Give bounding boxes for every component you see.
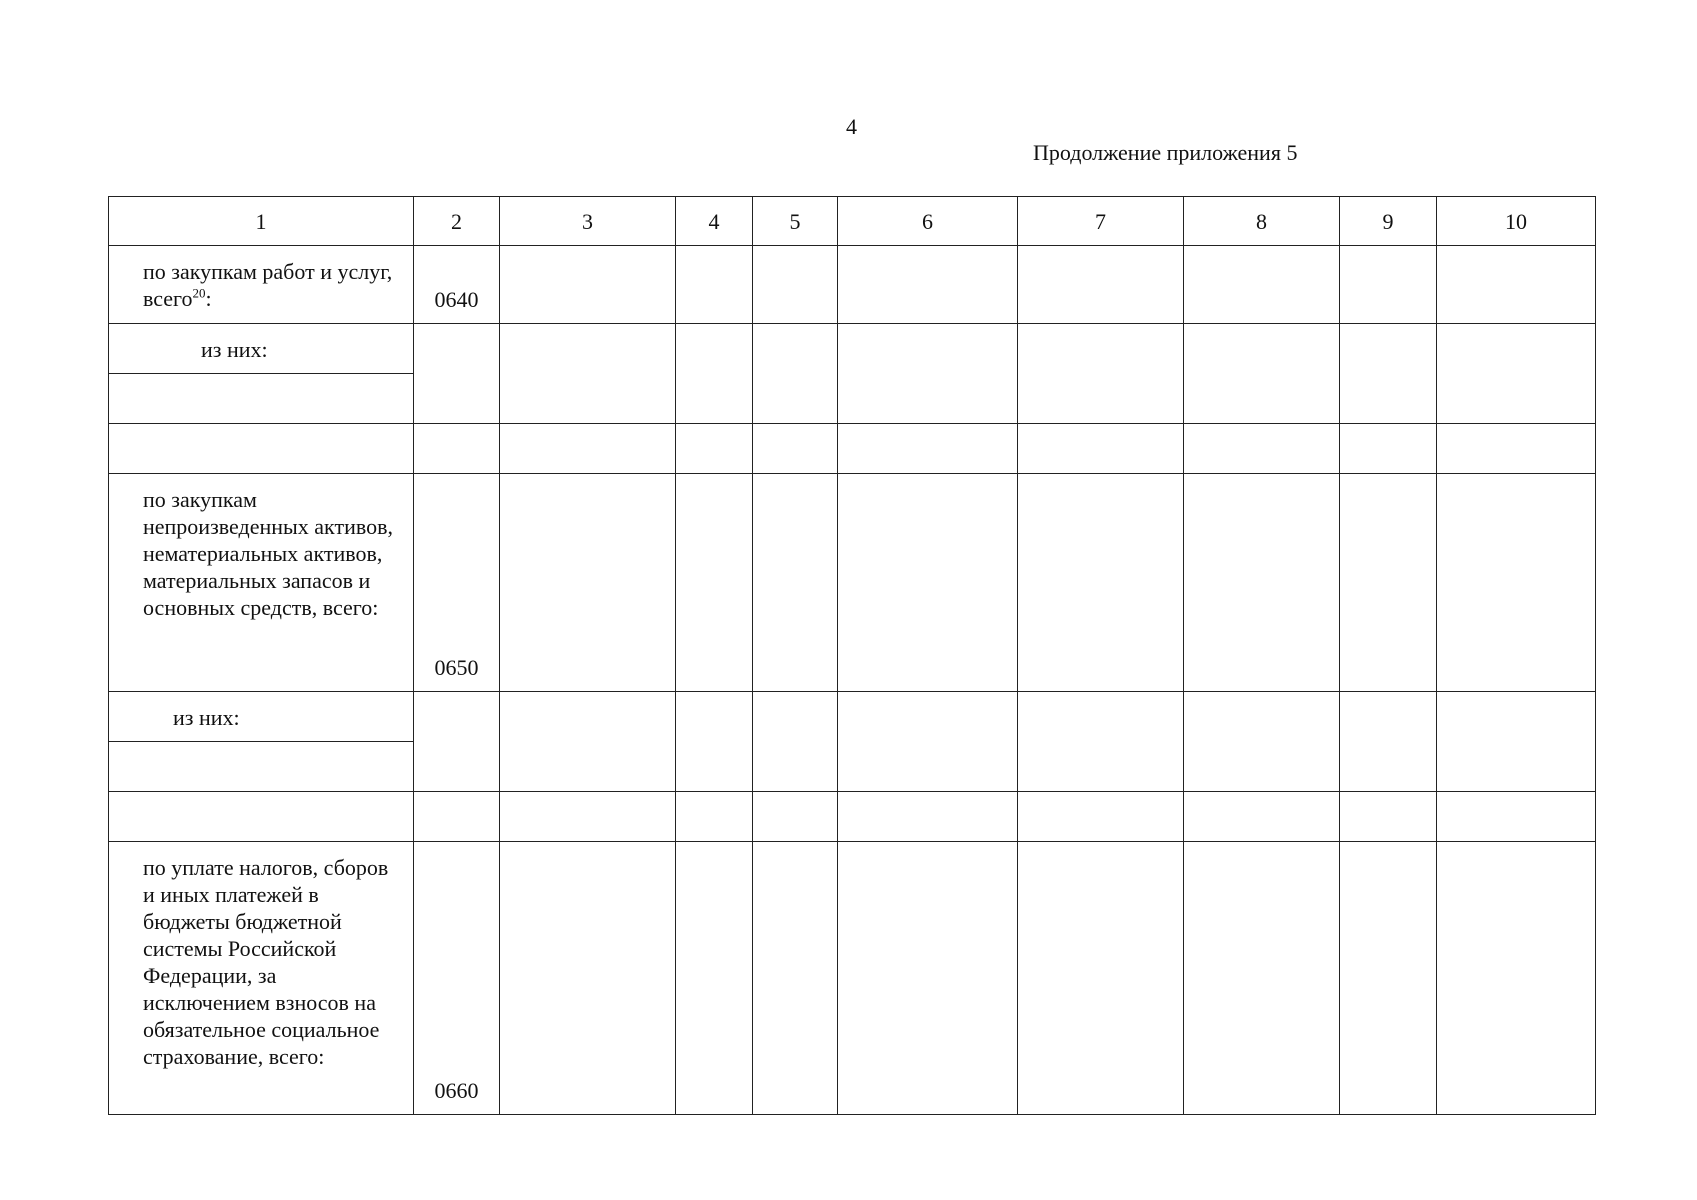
value-cell[interactable] [676,424,753,474]
value-cell[interactable] [753,842,838,1115]
value-cell[interactable] [1340,246,1437,324]
value-cell[interactable] [676,842,753,1115]
row-code: 0640 [414,246,500,324]
value-cell[interactable] [1437,246,1596,324]
value-cell[interactable] [1184,842,1340,1115]
value-cell[interactable] [753,246,838,324]
page-number: 4 [846,114,857,139]
value-cell[interactable] [1340,424,1437,474]
value-cell[interactable] [414,324,500,424]
value-cell[interactable] [500,842,676,1115]
subitem-blank[interactable] [109,742,414,792]
column-header: 10 [1437,197,1596,246]
value-cell[interactable] [1184,692,1340,792]
appendix-title: Продолжение приложения 5 [1033,140,1298,165]
value-cell[interactable] [838,324,1018,424]
column-header: 1 [109,197,414,246]
value-cell[interactable] [109,424,414,474]
column-header: 2 [414,197,500,246]
value-cell[interactable] [414,424,500,474]
value-cell[interactable] [1437,324,1596,424]
value-cell[interactable] [1340,324,1437,424]
value-cell[interactable] [1184,246,1340,324]
subitem-label: из них: [109,692,414,742]
table-row [109,324,1596,374]
value-cell[interactable] [676,474,753,692]
subitem-blank[interactable] [109,374,414,424]
subitem-label: из них: [109,324,414,374]
value-cell[interactable] [500,324,676,424]
value-cell[interactable] [1437,474,1596,692]
value-cell[interactable] [838,246,1018,324]
value-cell[interactable] [838,692,1018,792]
value-cell[interactable] [838,792,1018,842]
value-cell[interactable] [1437,424,1596,474]
value-cell[interactable] [676,324,753,424]
value-cell[interactable] [753,324,838,424]
table-row [109,246,1596,324]
row-label: по закупкам непроизведенных активов, нематериальных активов, материальных запасов и основных средств, всего: [109,474,414,692]
table-row [109,474,1596,692]
value-cell[interactable] [676,792,753,842]
value-cell[interactable] [500,792,676,842]
value-cell[interactable] [1437,792,1596,842]
column-header: 9 [1340,197,1437,246]
column-header: 5 [753,197,838,246]
value-cell[interactable] [676,692,753,792]
row-label [109,246,414,324]
value-cell[interactable] [838,842,1018,1115]
value-cell[interactable] [500,424,676,474]
value-cell[interactable] [500,692,676,792]
value-cell[interactable] [1437,692,1596,792]
value-cell[interactable] [1018,692,1184,792]
row-label-suffix: : [205,286,212,311]
value-cell[interactable] [1340,842,1437,1115]
value-cell[interactable] [500,246,676,324]
row-label: по уплате налогов, сборов и иных платежей в бюджеты бюджетной системы Российской Федерации, за исключением взносов на обязательное социальное страхование, всего: [109,842,414,1115]
value-cell[interactable] [414,692,500,792]
column-header: 8 [1184,197,1340,246]
row-label-text: по закупкам работ и услуг, всего [143,259,393,311]
report-table [108,196,1596,1115]
value-cell[interactable] [1184,474,1340,692]
value-cell[interactable] [1437,842,1596,1115]
column-number-row [109,197,1596,246]
value-cell[interactable] [753,474,838,692]
column-header: 4 [676,197,753,246]
value-cell[interactable] [753,424,838,474]
value-cell[interactable] [1018,474,1184,692]
value-cell[interactable] [1340,474,1437,692]
value-cell[interactable] [1184,424,1340,474]
table-row [109,792,1596,842]
value-cell[interactable] [838,474,1018,692]
value-cell[interactable] [1184,324,1340,424]
value-cell[interactable] [1340,692,1437,792]
value-cell[interactable] [414,792,500,842]
value-cell[interactable] [676,246,753,324]
table-row [109,692,1596,742]
value-cell[interactable] [753,692,838,792]
value-cell[interactable] [1018,792,1184,842]
value-cell[interactable] [1018,246,1184,324]
value-cell[interactable] [1184,792,1340,842]
footnote-marker: 20 [192,285,206,301]
value-cell[interactable] [109,792,414,842]
row-code: 0660 [414,842,500,1115]
value-cell[interactable] [838,424,1018,474]
column-header: 7 [1018,197,1184,246]
table-row [109,424,1596,474]
value-cell[interactable] [1018,424,1184,474]
value-cell[interactable] [1018,842,1184,1115]
value-cell[interactable] [1340,792,1437,842]
value-cell[interactable] [1018,324,1184,424]
column-header: 6 [838,197,1018,246]
value-cell[interactable] [753,792,838,842]
table-row [109,842,1596,1115]
value-cell[interactable] [500,474,676,692]
row-code: 0650 [414,474,500,692]
column-header: 3 [500,197,676,246]
